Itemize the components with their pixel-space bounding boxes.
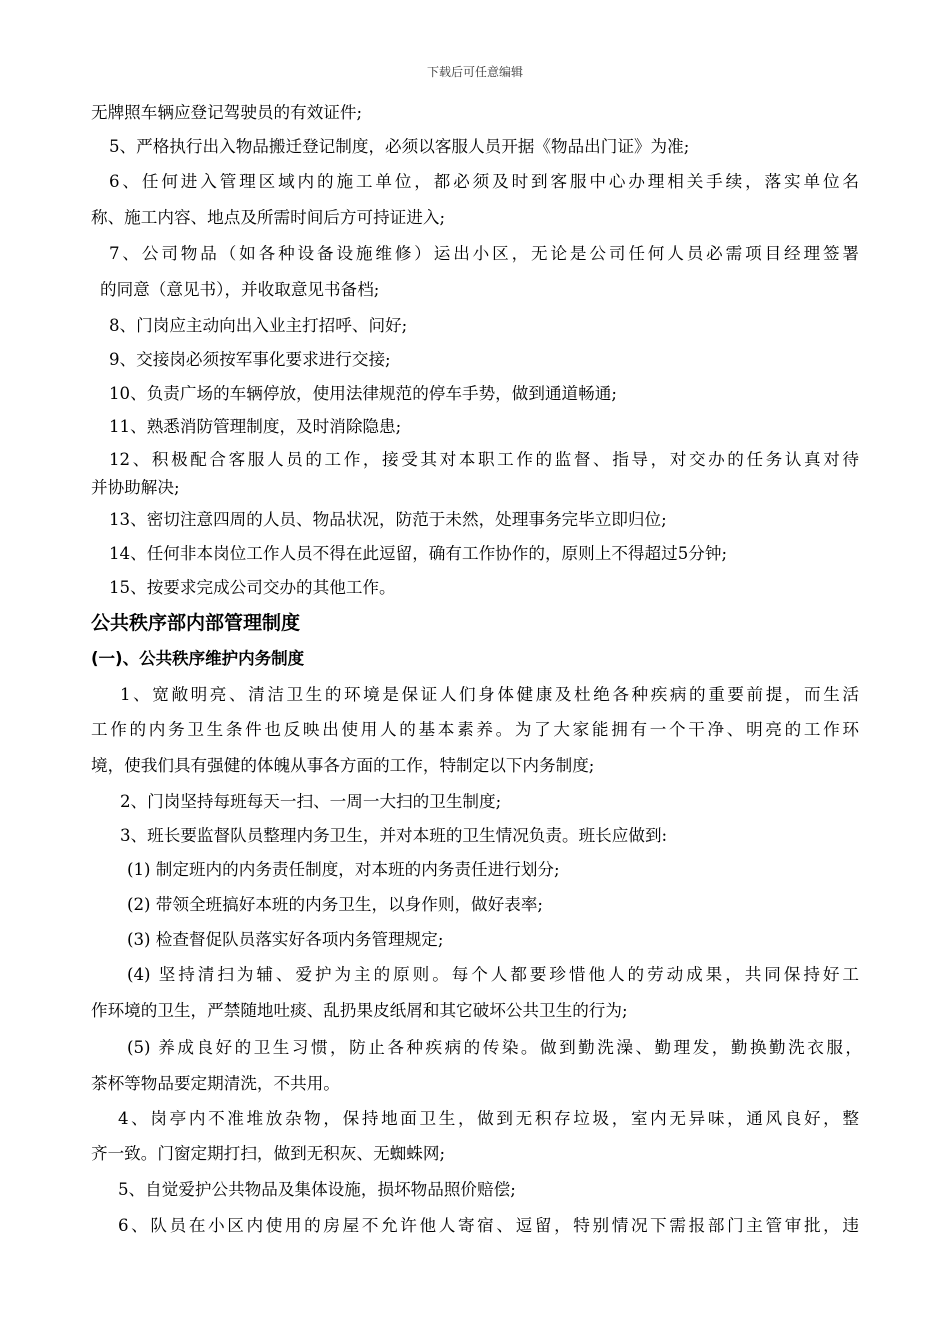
text-line: 5、严格执行出入物品搬迁登记制度，必须以客服人员开据《物品出门证》为准; [109, 137, 690, 156]
text-line: (5) 养成良好的卫生习惯，防止各种疾病的传染。做到勤洗澡、勤理发，勤换勤洗衣服， [127, 1038, 862, 1057]
text-line: 茶杯等物品要定期清洗，不共用。 [91, 1074, 340, 1093]
text-line: 并协助解决; [91, 478, 180, 497]
page-header: 下载后可任意编辑 [426, 65, 523, 79]
text-line: 工作的内务卫生条件也反映出使用人的基本素养。为了大家能拥有一个干净、明亮的工作环 [91, 720, 859, 739]
text-line: 作环境的卫生，严禁随地吐痰、乱扔果皮纸屑和其它破坏公共卫生的行为; [91, 1001, 628, 1020]
text-line: 15、按要求完成公司交办的其他工作。 [109, 578, 396, 597]
text-line: 7、公司物品（如各种设备设施维修）运出小区，无论是公司任何人员必需项目经理签署 [109, 244, 859, 263]
subsection-heading: (一)、公共秩序维护内务制度 [91, 649, 305, 668]
text-line: 6、队员在小区内使用的房屋不允许他人寄宿、逗留，特别情况下需报部门主管审批，违 [118, 1216, 859, 1235]
text-line: 5、自觉爱护公共物品及集体设施，损坏物品照价赔偿; [118, 1180, 516, 1199]
text-line: 14、任何非本岗位工作人员不得在此逗留，确有工作协作的，原则上不得超过5分钟; [109, 544, 728, 563]
section-heading: 公共秩序部内部管理制度 [91, 612, 301, 634]
text-line: 9、交接岗必须按军事化要求进行交接; [109, 350, 391, 369]
text-line: 称、施工内容、地点及所需时间后方可持证进入; [91, 208, 446, 227]
text-line: 6、任何进入管理区域内的施工单位，都必须及时到客服中心办理相关手续，落实单位名 [109, 172, 859, 191]
text-line: 齐一致。门窗定期打扫，做到无积灰、无蜘蛛网; [91, 1144, 446, 1163]
text-line: 境，使我们具有强健的体魄从事各方面的工作，特制定以下内务制度; [91, 756, 595, 775]
text-line: (2) 带领全班搞好本班的内务卫生，以身作则，做好表率; [127, 895, 544, 914]
text-line: 4、岗亭内不准堆放杂物，保持地面卫生，做到无积存垃圾，室内无异味，通风良好，整 [118, 1109, 859, 1128]
text-line: 1、宽敞明亮、清洁卫生的环境是保证人们身体健康及杜绝各种疾病的重要前提，而生活 [120, 685, 859, 704]
text-line: 8、门岗应主动向出入业主打招呼、问好; [109, 316, 408, 335]
text-line: (1) 制定班内的内务责任制度，对本班的内务责任进行划分; [127, 860, 560, 879]
text-line: 无牌照车辆应登记驾驶员的有效证件; [91, 103, 363, 122]
text-line: 10、负责广场的车辆停放，使用法律规范的停车手势，做到通道畅通; [109, 384, 617, 403]
text-line: 3、班长要监督队员整理内务卫生，并对本班的卫生情况负责。班长应做到: [120, 826, 668, 845]
text-line: (4) 坚持清扫为辅、爱护为主的原则。每个人都要珍惜他人的劳动成果，共同保持好工 [127, 965, 859, 984]
text-line: 12、积极配合客服人员的工作，接受其对本职工作的监督、指导，对交办的任务认真对待 [109, 450, 859, 469]
text-line: 的同意（意见书），并收取意见书备档; [100, 280, 380, 299]
text-line: 11、熟悉消防管理制度，及时消除隐患; [109, 417, 402, 436]
text-line: 13、密切注意四周的人员、物品状况，防范于未然，处理事务完毕立即归位; [109, 510, 667, 529]
text-line: 2、门岗坚持每班每天一扫、一周一大扫的卫生制度; [120, 792, 502, 811]
text-line: (3) 检查督促队员落实好各项内务管理规定; [127, 930, 444, 949]
